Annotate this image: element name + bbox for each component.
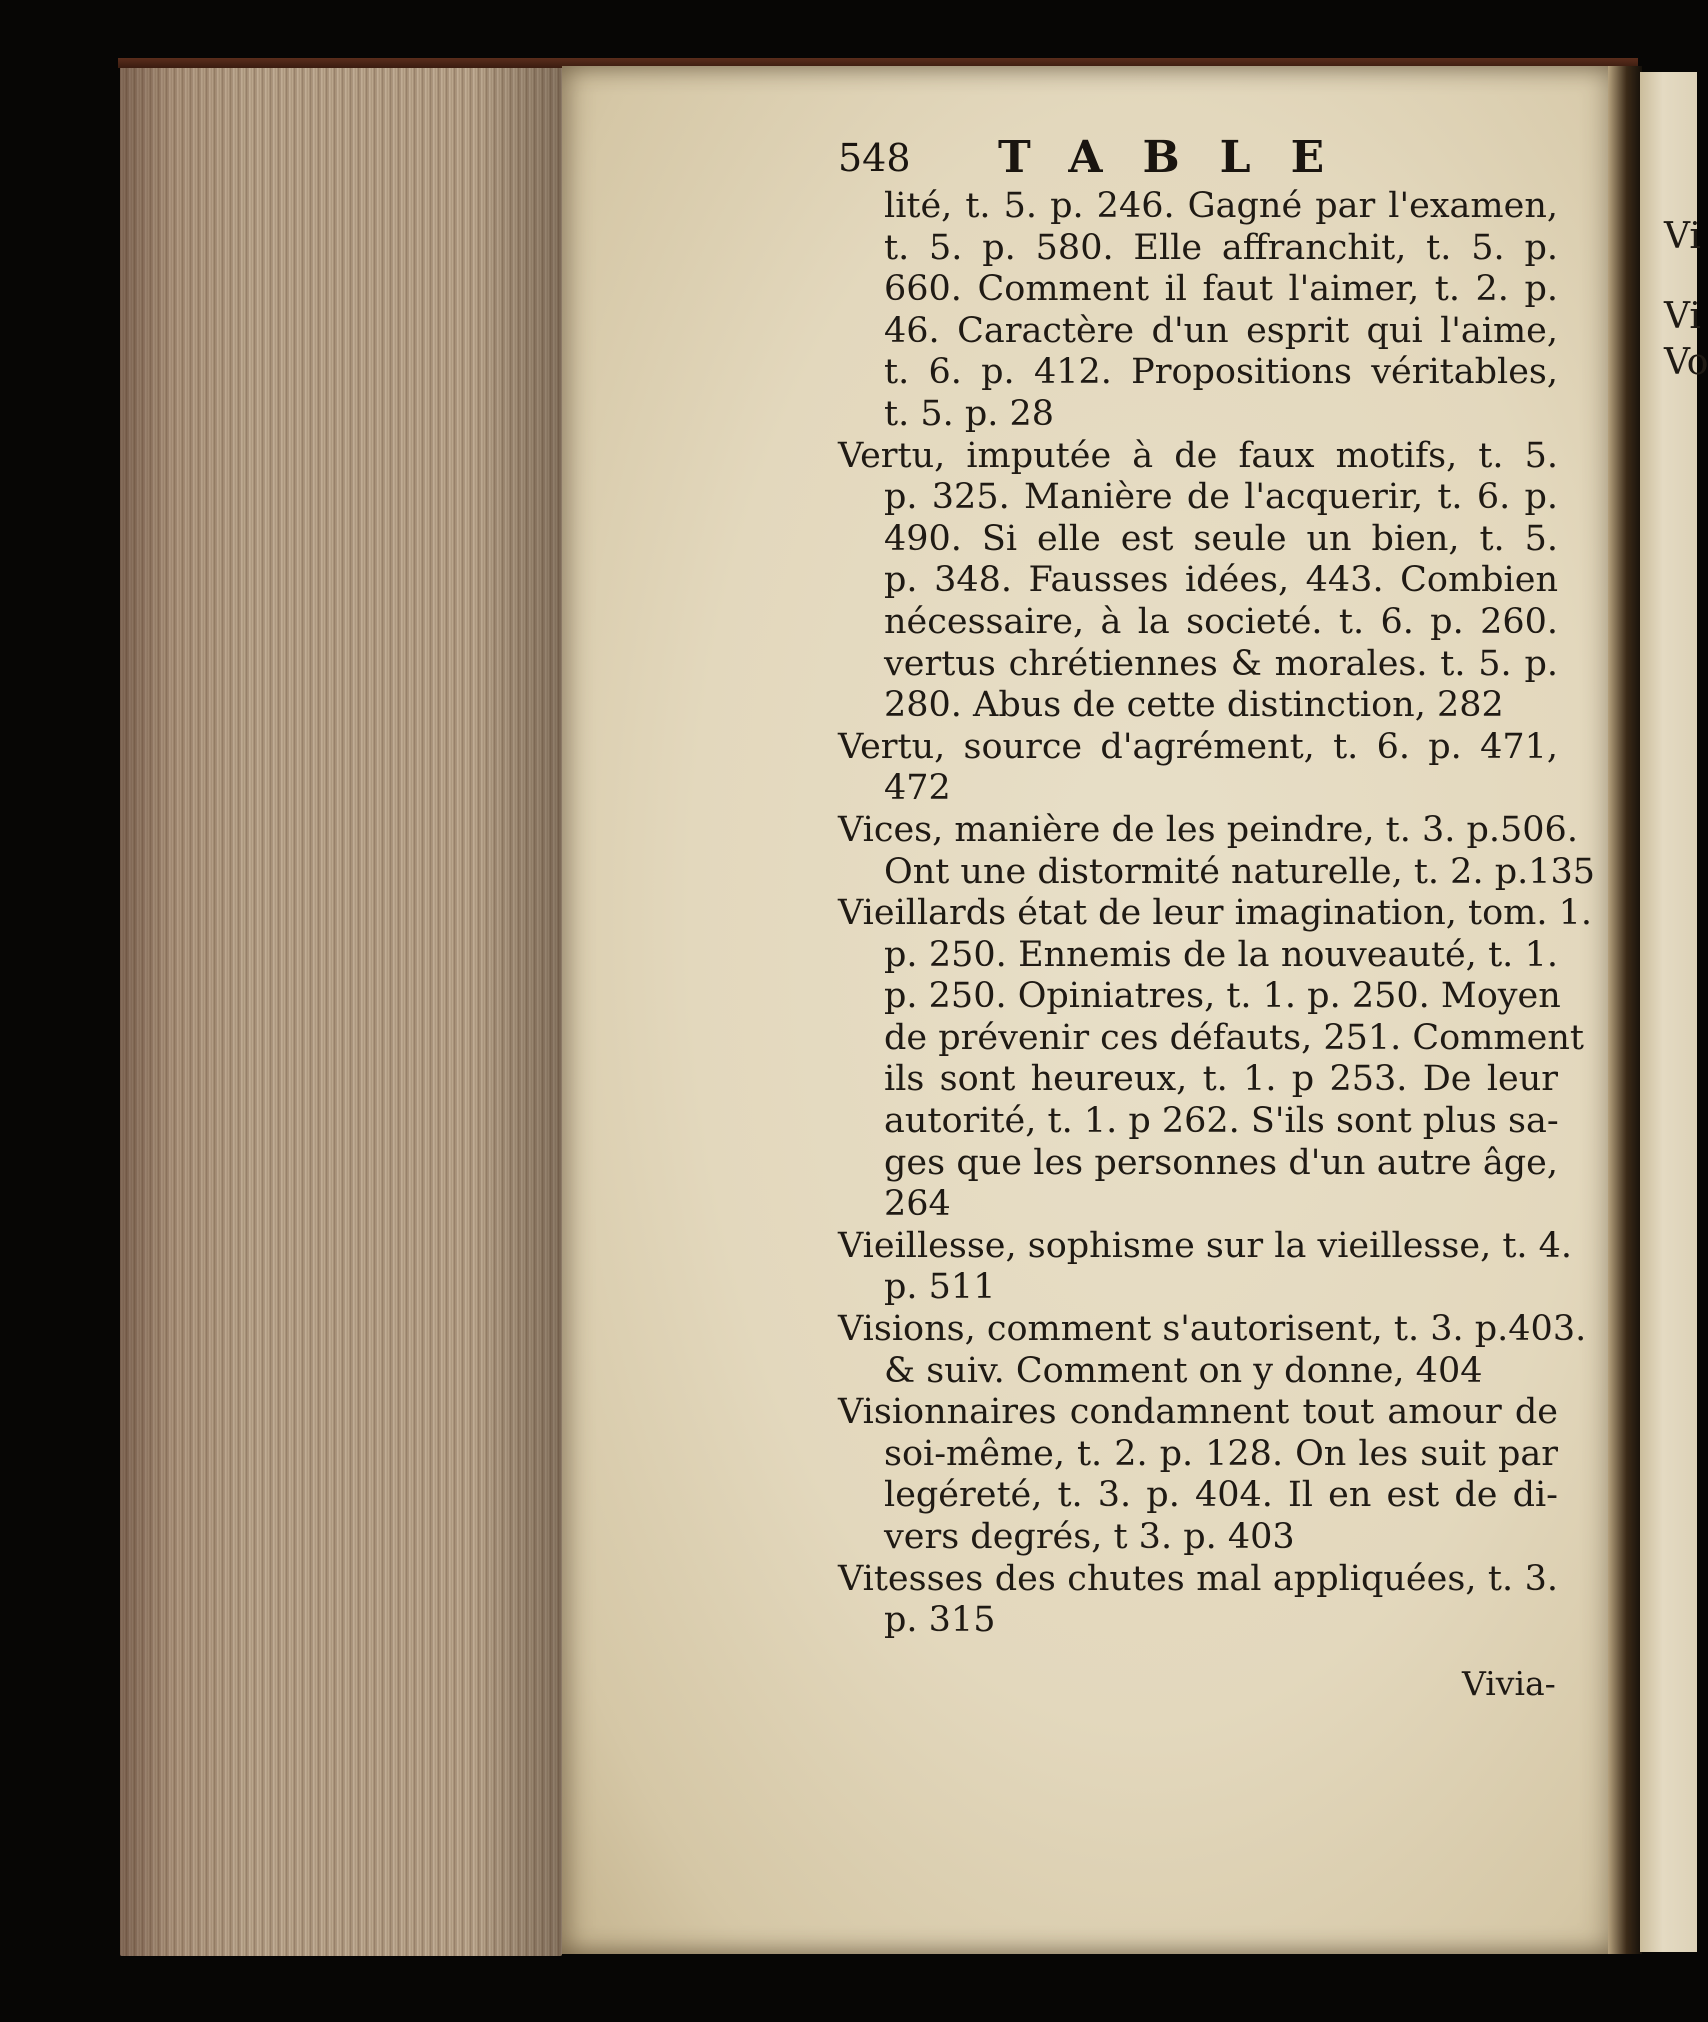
index-line: p. 250. Ennemis de la nouveauté, t. 1. <box>884 934 1558 975</box>
index-line: 660. Comment il faut l'aimer, t. 2. p. <box>884 269 1558 310</box>
facing-page-fragment: Vo <box>1664 342 1708 383</box>
index-line: ges que les personnes d'un autre âge, <box>884 1142 1558 1183</box>
index-line: 490. Si elle est seule un bien, t. 5. <box>884 518 1558 559</box>
index-line: & suiv. Comment on y donne, 404 <box>884 1350 1483 1391</box>
index-line: Vices, manière de les peindre, t. 3. p.506. <box>838 809 1578 850</box>
index-line: Ont une distormité naturelle, t. 2. p.135 <box>884 851 1596 892</box>
index-line: Vertu, source d'agrément, t. 6. p. 471, <box>838 726 1558 767</box>
page-header <box>838 132 1398 188</box>
index-line: autorité, t. 1. p 262. S'ils sont plus sa- <box>884 1101 1559 1142</box>
index-line: 280. Abus de cette distinction, 282 <box>884 685 1504 726</box>
index-line: t. 6. p. 412. Propositions véritables, <box>884 352 1558 393</box>
index-line: 46. Caractère d'un esprit qui l'aime, <box>884 310 1558 351</box>
index-line: legéreté, t. 3. p. 404. Il en est de di- <box>884 1475 1558 1516</box>
page-title: TABLE <box>998 132 1365 183</box>
index-line: Vertu, imputée à de faux motifs, t. 5. <box>838 435 1558 476</box>
facing-page-fragment: Vi <box>1664 216 1701 257</box>
book-gutter <box>1608 66 1642 1954</box>
index-line: p. 511 <box>884 1267 996 1308</box>
index-line: p. 315 <box>884 1600 996 1641</box>
index-line: soi-même, t. 2. p. 128. On les suit par <box>884 1433 1558 1474</box>
index-line: p. 325. Manière de l'acquerir, t. 6. p. <box>884 477 1558 518</box>
index-line: vers degrés, t 3. p. 403 <box>884 1517 1295 1557</box>
index-line: de prévenir ces défauts, 251. Comment <box>884 1017 1584 1058</box>
index-line: Vieillesse, sophisme sur la vieillesse, t. 4. <box>838 1225 1573 1266</box>
index-line: Vitesses des chutes mal appliquées, t. 3. <box>838 1558 1558 1599</box>
index-line: 472 <box>884 768 951 809</box>
index-line: Visions, comment s'autorisent, t. 3. p.403. <box>838 1309 1587 1350</box>
index-line: t. 5. p. 580. Elle affranchit, t. 5. p. <box>884 227 1558 268</box>
index-line: t. 5. p. 28 <box>884 393 1055 434</box>
index-line: vertus chrétiennes & morales. t. 5. p. <box>884 643 1558 684</box>
facing-page-fragment: Vi <box>1664 296 1701 337</box>
index-line: Visionnaires condamnent tout amour de <box>838 1392 1558 1433</box>
index-line: nécessaire, à la societé. t. 6. p. 260. <box>884 601 1558 642</box>
book-page-edges <box>120 64 562 1956</box>
index-line: 264 <box>884 1184 951 1225</box>
page-number: 548 <box>838 136 911 180</box>
index-line: Vieillards état de leur imagination, tom. 1. <box>838 893 1592 934</box>
index-line: ils sont heureux, t. 1. p 253. De leur <box>884 1059 1558 1100</box>
catchword: Vivia- <box>1462 1664 1556 1703</box>
index-line: lité, t. 5. p. 246. Gagné par l'examen, <box>884 186 1558 226</box>
index-text <box>838 186 1596 1642</box>
index-line: p. 250. Opiniatres, t. 1. p. 250. Moyen <box>884 976 1561 1017</box>
index-line: p. 348. Fausses idées, 443. Combien <box>884 560 1558 601</box>
facing-page-text <box>1664 214 1708 386</box>
